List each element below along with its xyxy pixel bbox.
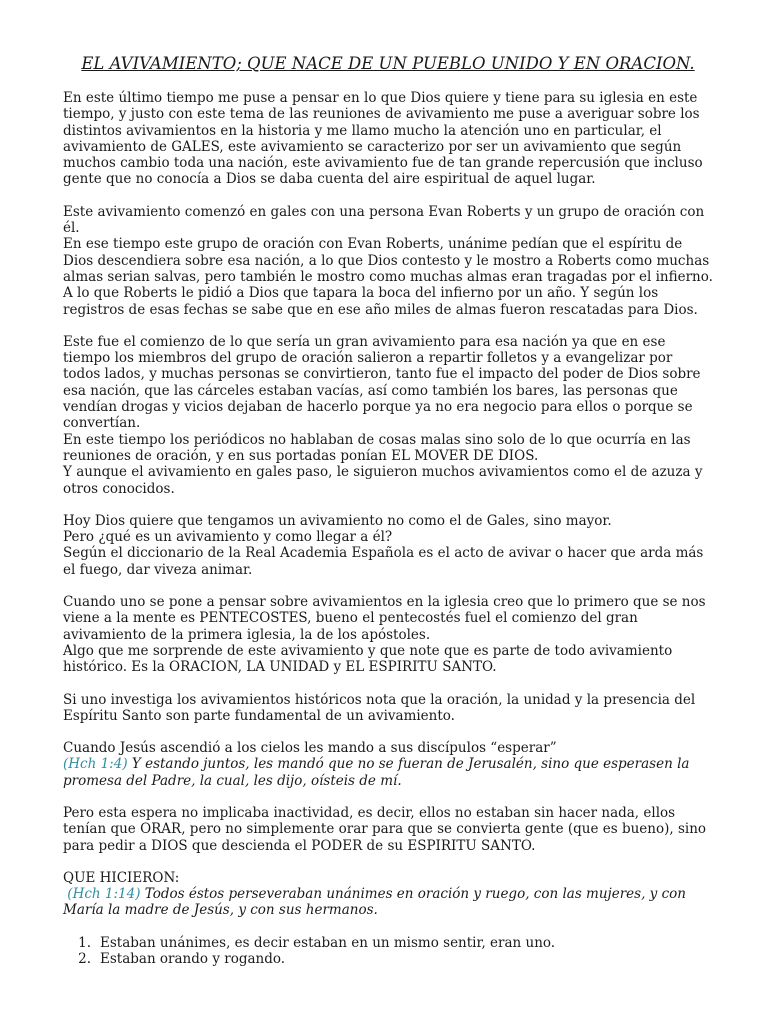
bible-quote-1-text: Y estando juntos, les mandó que no se fueran de Jerusalén, sino que esperasen la promesa del Padre, la cual, les dijo, oísteis de mí.: [63, 756, 690, 789]
bible-reference-2[interactable]: (Hch 1:14): [67, 886, 141, 903]
paragraph-revival-impact: Este fue el comienzo de lo que sería un gran avivamiento para esa nación ya que en ese tiempo los miembros del grupo de oración salieron a repartir folletos y a evangelizar por todos lados, y muchas personas se convirtieron, tanto fue el impacto del poder de Dios sobre esa nación, que las cárceles estaban vacías, así como también los bares, las personas que vendían drogas y vicios dejaban de hacerlo porque ya no era negocio para ellos o porque se convertían.: [63, 333, 701, 432]
list-item-number: 2.: [78, 951, 91, 968]
list-item: [63, 951, 713, 967]
paragraph-waiting: Pero esta espera no implicaba inactividad, es decir, ellos no estaban sin hacer nada, ellos tenían que ORAR, pero no simplemente orar para que se convierta gente (que es bueno), sino para pedir a DIOS que descienda el PODER de su ESPIRITU SANTO.: [63, 804, 707, 854]
paragraph-question: Pero ¿qué es un avivamiento y como llegar a él?: [63, 529, 393, 546]
document-body: [63, 54, 713, 967]
paragraph-what-they-did: QUE HICIERON:: [63, 869, 180, 886]
document-title: EL AVIVAMIENTO; QUE NACE DE UN PUEBLO UNIDO Y EN ORACION.: [81, 54, 695, 73]
paragraph-ascension: Cuando Jesús ascendió a los cielos les mando a sus discípulos “esperar”: [63, 740, 557, 757]
paragraph-surprise: Algo que me sorprende de este avivamiento y que note que es parte de todo avivamiento histórico. Es la ORACION, LA UNIDAD y EL ESPIRITU SANTO.: [63, 642, 673, 676]
bible-reference-1[interactable]: (Hch 1:4): [63, 756, 128, 773]
bible-quote-1: [63, 756, 713, 789]
paragraph-other-revivals: Y aunque el avivamiento en gales paso, le siguieron muchos avivamientos como el de azuza y otros conocidos.: [63, 464, 703, 497]
paragraph-pentecost: Cuando uno se pone a pensar sobre avivamientos en la iglesia creo que lo primero que se nos viene a la mente es PENTECOSTES, bueno el pentecostés fuel el comienzo del gran avivamiento de la primera iglesia, la de los apóstoles.: [63, 594, 706, 643]
paragraph-intro: En este último tiempo me puse a pensar en lo que Dios quiere y tiene para su iglesia en este tiempo, y justo con este tema de las reuniones de avivamiento me puse a averiguar sobre los distintos avivamientos en la historia y me llamo mucho la atención uno en particular, el avivamiento de GALES, este avivamiento se caracterizo por ser un avivamiento que según muchos cambio toda una nación, este avivamiento fue de tan grande repercusión que incluso gente que no conocía a Dios se daba cuenta del aire espiritual de aquel lugar.: [63, 90, 703, 188]
list-item: [63, 935, 713, 951]
bible-quote-2: [63, 886, 713, 919]
paragraph-newspapers: En este tiempo los periódicos no hablaban de cosas malas sino solo de lo que ocurría en las reuniones de oración, y en sus portadas ponían EL MOVER DE DIOS.: [63, 431, 691, 464]
bible-quote-2-text: Todos éstos perseveraban unánimes en oración y ruego, con las mujeres, y con María la madre de Jesús, y con sus hermanos.: [63, 886, 686, 919]
list-item-text: Estaban orando y rogando.: [100, 951, 286, 968]
list-item-text: Estaban unánimes, es decir estaban en un mismo sentir, eran uno.: [100, 934, 556, 951]
paragraph-today: Hoy Dios quiere que tengamos un avivamiento no como el de Gales, sino mayor.: [63, 512, 612, 529]
paragraph-beginning: Este avivamiento comenzó en gales con una persona Evan Roberts y un grupo de oración con él.: [63, 203, 705, 237]
paragraph-roberts-request: A lo que Roberts le pidió a Dios que tapara la boca del infierno por un año. Y según los registros de esas fechas se sabe que en ese año miles de almas fueron rescatadas para Dios.: [63, 285, 698, 318]
paragraph-definition: Según el diccionario de la Real Academia Española es el acto de avivar o hacer que arda más el fuego, dar viveza animar.: [63, 545, 704, 578]
list-item-number: 1.: [78, 934, 91, 951]
paragraph-prayer-group: En ese tiempo este grupo de oración con Evan Roberts, unánime pedían que el espíritu de Dios descendiera sobre esa nación, a lo que Dios contesto y le mostro a Roberts como muchas almas serian salvas, pero también le mostro como muchas almas eran tragadas por el infierno.: [63, 236, 713, 285]
paragraph-investigation: Si uno investiga los avivamientos históricos nota que la oración, la unidad y la presencia del Espíritu Santo son parte fundamental de un avivamiento.: [63, 691, 696, 724]
numbered-list: [63, 935, 713, 968]
